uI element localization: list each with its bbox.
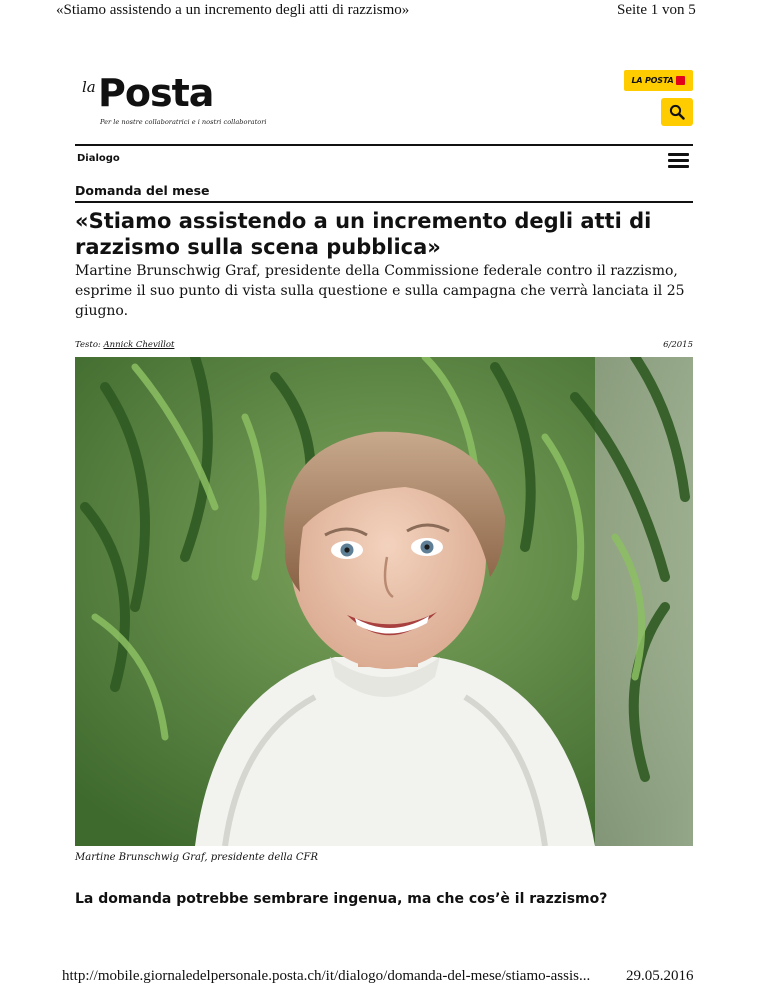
article-photo (75, 357, 693, 846)
hamburger-menu-icon-bar (668, 165, 689, 168)
logo-tagline: Per le nostre collaboratrici e i nostri collaboratori (100, 118, 267, 126)
brand-badge-label: LA POSTA (631, 76, 674, 85)
search-button[interactable] (661, 98, 693, 126)
print-footer (0, 968, 768, 988)
portrait-illustration (75, 357, 693, 846)
issue-number: 6/2015 (663, 340, 693, 350)
logo-name: Posta (98, 71, 214, 115)
hamburger-menu-icon-bar (668, 159, 689, 162)
hamburger-menu-icon (668, 153, 689, 156)
nav-item-dialogo[interactable]: Dialogo (77, 153, 120, 164)
print-header (0, 2, 768, 22)
author-link[interactable]: Annick Chevillot (103, 340, 175, 350)
photo-caption: Martine Brunschwig Graf, presidente della CFR (75, 852, 318, 863)
section-label[interactable]: Domanda del mese (75, 183, 210, 198)
print-header-title: «Stiamo assistendo a un incremento degli atti di razzismo» (56, 2, 410, 18)
print-footer-date: 29.05.2016 (626, 968, 694, 984)
la-posta-brand-badge[interactable] (624, 70, 693, 91)
section-divider (75, 201, 693, 203)
print-header-page-info: Seite 1 von 5 (617, 2, 696, 18)
article-headline: «Stiamo assistendo a un incremento degli atti di razzismo sulla scena pubblica» (75, 209, 652, 259)
first-question: La domanda potrebbe sembrare ingenua, ma che cos’è il razzismo? (75, 891, 608, 907)
byline-prefix: Testo: (75, 340, 104, 350)
logo-prefix: la (82, 78, 96, 96)
search-icon (669, 104, 685, 120)
hamburger-menu-button[interactable] (668, 153, 689, 169)
site-logo[interactable] (80, 71, 280, 134)
article-lead: Martine Brunschwig Graf, presidente della Commissione federale contro il razzismo, esprime il suo punto di vista sulla questione e sulla campagna che verrà lanciata il 25 giugno. (75, 263, 685, 319)
swiss-post-mark-icon (676, 76, 685, 85)
print-footer-url: http://mobile.giornaledelpersonale.posta.ch/it/dialogo/domanda-del-mese/stiamo-assis... (62, 968, 591, 984)
byline (75, 340, 174, 350)
nav-divider (75, 144, 693, 146)
